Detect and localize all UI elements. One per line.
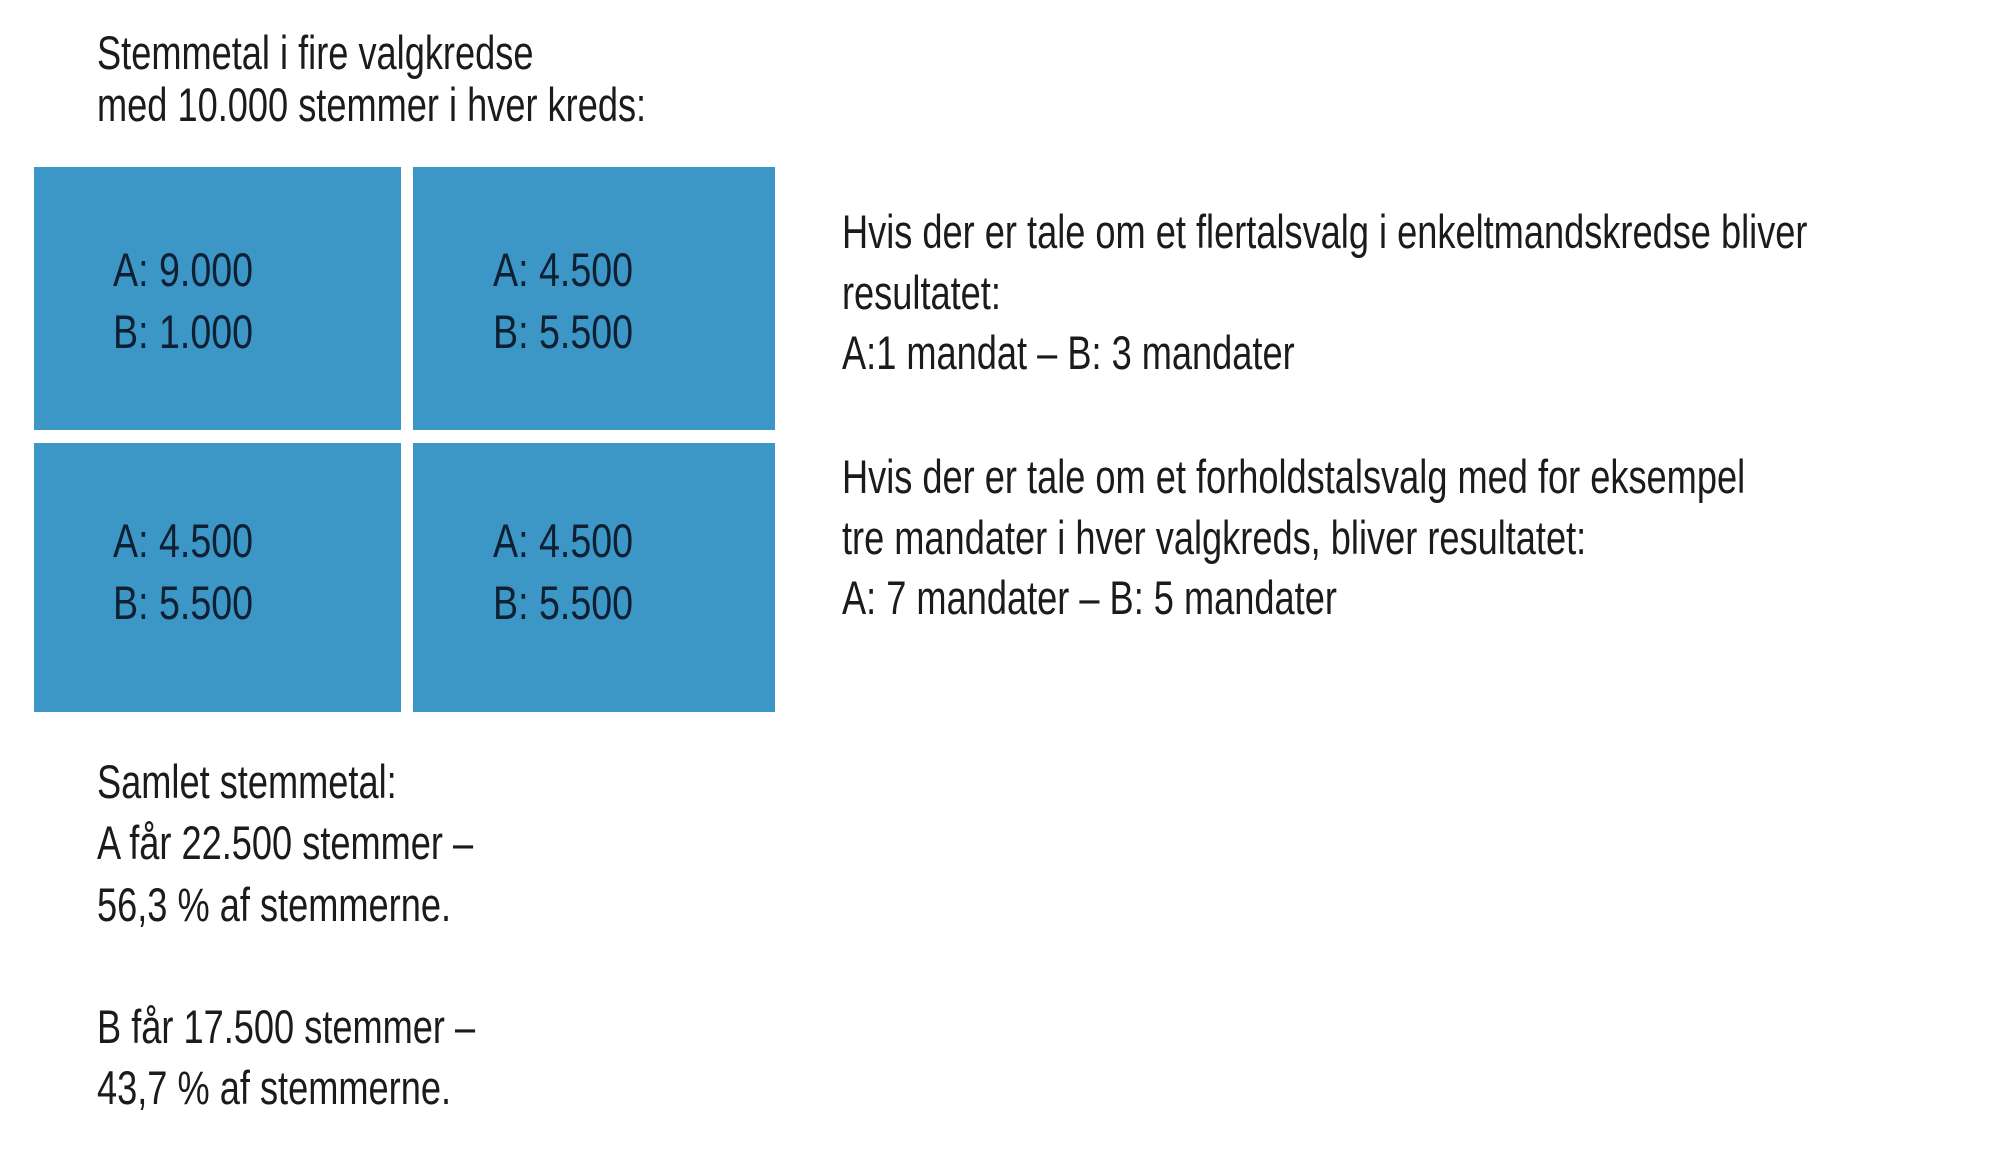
majority-line-2: resultatet: [842,266,1001,319]
title-line-2: med 10.000 stemmer i hver kreds: [97,78,647,131]
totals-b-votes: B får 17.500 stemmer – [97,1000,476,1053]
proportional-result: A: 7 mandater – B: 5 mandater [842,571,1337,624]
cell-a-votes: A: 4.500 [493,243,634,296]
cell-b-votes: B: 5.500 [113,576,254,629]
totals-b-percent: 43,7 % af stemmerne. [97,1061,452,1114]
constituency-cell-4 [413,443,775,712]
cell-a-votes: A: 4.500 [493,514,634,567]
constituency-cell-1 [34,167,401,430]
constituency-cell-3 [34,443,401,712]
majority-result: A:1 mandat – B: 3 mandater [842,326,1295,379]
totals-a-percent: 56,3 % af stemmerne. [97,878,452,931]
cell-b-votes: B: 5.500 [493,305,634,358]
cell-b-votes: B: 5.500 [493,576,634,629]
proportional-line-1: Hvis der er tale om et forholdstalsvalg med for eksempel [842,450,1746,503]
totals-a-votes: A får 22.500 stemmer – [97,816,474,869]
title-line-1: Stemmetal i fire valgkredse [97,26,534,79]
constituency-cell-2 [413,167,775,430]
totals-heading: Samlet stemmetal: [97,755,397,808]
cell-a-votes: A: 4.500 [113,514,254,567]
proportional-line-2: tre mandater i hver valgkreds, bliver resultatet: [842,511,1587,564]
majority-line-1: Hvis der er tale om et flertalsvalg i enkeltmandskredse bliver [842,205,1808,258]
cell-b-votes: B: 1.000 [113,305,254,358]
cell-a-votes: A: 9.000 [113,243,254,296]
